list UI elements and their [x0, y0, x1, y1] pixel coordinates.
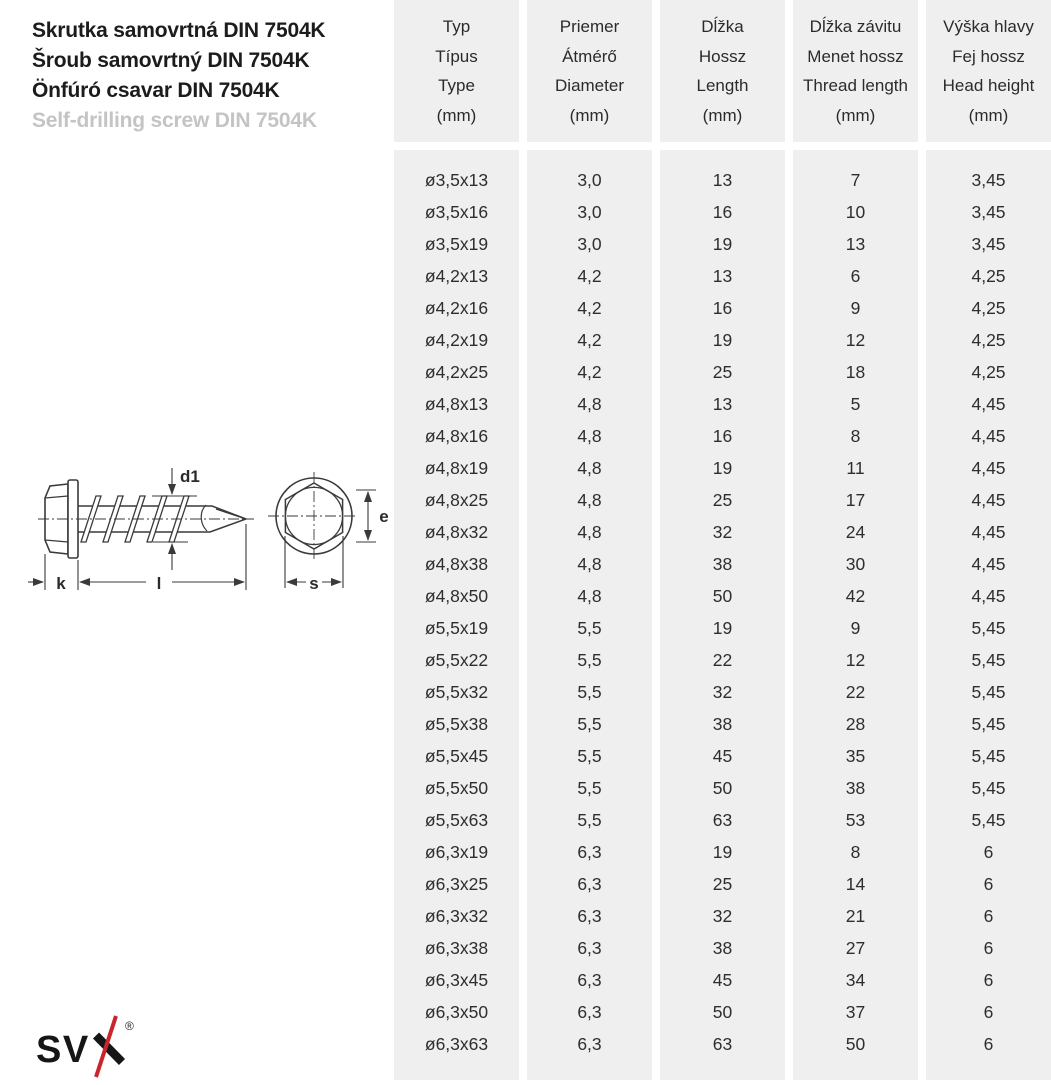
table-cell: 13 — [712, 170, 733, 190]
table-cell: 4,2 — [577, 266, 602, 286]
table-cell: 19 — [712, 458, 733, 478]
table-cell: 12 — [845, 650, 866, 670]
table-cell: 5,45 — [971, 778, 1006, 798]
table-cell: 12 — [845, 330, 866, 350]
table-cell: 19 — [712, 842, 733, 862]
header-line: (mm) — [968, 105, 1009, 125]
table-cell: ø6,3x45 — [424, 970, 489, 990]
table-cell: 6 — [850, 266, 861, 286]
screw-side-view — [38, 480, 254, 558]
table-cell: 4,45 — [971, 490, 1006, 510]
table-cell: 63 — [712, 1034, 733, 1054]
table-cell: 50 — [712, 1002, 733, 1022]
screw-end-view — [268, 472, 358, 560]
table-cell: 38 — [712, 714, 733, 734]
table-cell: 4,25 — [971, 266, 1006, 286]
header-col-type — [394, 0, 519, 142]
table-cell: ø6,3x19 — [424, 842, 489, 862]
table-cell: 19 — [712, 330, 733, 350]
table-cell: 17 — [845, 490, 866, 510]
table-cell: 50 — [712, 586, 733, 606]
table-header — [394, 0, 1051, 142]
table-cell: 13 — [845, 234, 866, 254]
table-cell: 32 — [712, 522, 733, 542]
table-cell: 6,3 — [577, 970, 602, 990]
table-cell: 28 — [845, 714, 866, 734]
table-cell: ø5,5x32 — [424, 682, 489, 702]
table-cell: 6 — [983, 1034, 994, 1054]
svx-logo — [26, 1000, 161, 1085]
screw-technical-drawing — [10, 432, 400, 672]
table-cell: 4,8 — [577, 458, 602, 478]
header-line: Thread length — [803, 76, 908, 95]
table-cell: 27 — [845, 938, 866, 958]
table-cell: ø4,2x19 — [424, 330, 489, 350]
product-title-hu: Önfúró csavar DIN 7504K — [32, 79, 280, 102]
table-cell: 6,3 — [577, 906, 602, 926]
screw-drawing-svg — [10, 432, 400, 667]
table-cell: ø4,2x16 — [424, 298, 489, 318]
body-col-thread-length — [793, 150, 918, 1080]
table-cell: ø4,8x13 — [424, 394, 489, 414]
table-cell: 25 — [712, 490, 733, 510]
table-cell: ø5,5x50 — [424, 778, 489, 798]
table-cell: 5,5 — [577, 714, 602, 734]
header-line: Length — [696, 76, 749, 95]
table-cell: 5,45 — [971, 746, 1006, 766]
table-cell: ø4,8x38 — [424, 554, 489, 574]
table-cell: ø5,5x63 — [424, 810, 489, 830]
table-cell: 35 — [845, 746, 866, 766]
body-col-type — [394, 150, 519, 1080]
table-cell: 5,5 — [577, 618, 602, 638]
svx-logo-svg — [26, 1000, 161, 1080]
table-cell: ø3,5x19 — [424, 234, 489, 254]
header-line: Dĺžka — [701, 17, 744, 36]
table-cell: ø4,8x25 — [424, 490, 489, 510]
table-cell: 4,8 — [577, 554, 602, 574]
label-k: k — [56, 574, 66, 593]
header-line: Dĺžka závitu — [809, 17, 902, 36]
table-cell: 53 — [845, 810, 866, 830]
body-col-length — [660, 150, 785, 1080]
table-cell: 45 — [712, 970, 733, 990]
table-cell: ø4,8x16 — [424, 426, 489, 446]
body-col-diameter — [527, 150, 652, 1080]
header-line: (mm) — [436, 105, 477, 125]
header-line: (mm) — [702, 105, 743, 125]
logo-x-red-stroke — [96, 1016, 116, 1077]
table-cell: 32 — [712, 906, 733, 926]
table-cell: 19 — [712, 618, 733, 638]
header-line: Átmérő — [562, 46, 617, 66]
table-cell: 7 — [850, 170, 861, 190]
header-line: Výška hlavy — [943, 17, 1034, 36]
table-cell: ø4,2x25 — [424, 362, 489, 382]
table-cell: 4,45 — [971, 458, 1006, 478]
table-cell: 5,5 — [577, 650, 602, 670]
header-line: Type — [438, 76, 475, 95]
header-line: Typ — [442, 17, 471, 36]
table-cell: 6,3 — [577, 938, 602, 958]
table-cell: 6 — [983, 842, 994, 862]
table-cell: 5,5 — [577, 810, 602, 830]
table-cell: 3,45 — [971, 170, 1006, 190]
table-cell: 3,0 — [577, 170, 602, 190]
table-cell: ø3,5x16 — [424, 202, 489, 222]
table-cell: 4,45 — [971, 586, 1006, 606]
table-cell: 6 — [983, 906, 994, 926]
logo-text-sv: SV — [36, 1029, 90, 1071]
registered-trademark-icon: ® — [125, 1019, 134, 1033]
label-l: l — [156, 574, 162, 593]
table-cell: 5 — [850, 394, 861, 414]
table-cell: 16 — [712, 202, 733, 222]
product-title-en: Self-drilling screw DIN 7504K — [32, 109, 317, 132]
table-cell: 4,25 — [971, 362, 1006, 382]
table-cell: 25 — [712, 362, 733, 382]
table-cell: 14 — [845, 874, 866, 894]
table-cell: 4,45 — [971, 426, 1006, 446]
table-cell: 38 — [712, 938, 733, 958]
table-cell: 21 — [845, 906, 866, 926]
header-line: Head height — [942, 76, 1035, 95]
header-line: Hossz — [698, 46, 747, 66]
table-cell: 4,45 — [971, 522, 1006, 542]
table-cell: 50 — [712, 778, 733, 798]
table-cell: 6 — [983, 938, 994, 958]
table-cell: 4,45 — [971, 554, 1006, 574]
table-cell: 13 — [712, 394, 733, 414]
table-cell: ø6,3x32 — [424, 906, 489, 926]
table-cell: 5,45 — [971, 714, 1006, 734]
table-cell: 6 — [983, 970, 994, 990]
header-line: Priemer — [559, 17, 620, 36]
table-cell: 32 — [712, 682, 733, 702]
table-cell: 5,45 — [971, 682, 1006, 702]
table-cell: 34 — [845, 970, 866, 990]
table-cell: 11 — [846, 458, 865, 478]
table-cell: 25 — [712, 874, 733, 894]
table-cell: ø6,3x50 — [424, 1002, 489, 1022]
table-cell: 5,5 — [577, 778, 602, 798]
table-cell: 4,8 — [577, 426, 602, 446]
table-cell: ø3,5x13 — [424, 170, 489, 190]
table-cell: 3,0 — [577, 234, 602, 254]
header-line: (mm) — [835, 105, 876, 125]
table-cell: 4,8 — [577, 490, 602, 510]
table-cell: 22 — [712, 650, 733, 670]
table-cell: 6 — [983, 874, 994, 894]
table-cell: 6,3 — [577, 874, 602, 894]
header-col-length — [660, 0, 785, 142]
label-s: s — [309, 574, 319, 593]
table-cell: 5,45 — [971, 810, 1006, 830]
table-cell: ø4,8x19 — [424, 458, 489, 478]
header-line: Fej hossz — [952, 46, 1025, 66]
table-cell: ø5,5x19 — [424, 618, 489, 638]
table-body — [394, 150, 1051, 1080]
dimension-e — [356, 490, 389, 542]
table-cell: 5,45 — [971, 618, 1006, 638]
table-cell: ø6,3x25 — [424, 874, 489, 894]
table-cell: 22 — [845, 682, 866, 702]
table-cell: 19 — [712, 234, 733, 254]
table-cell: 30 — [845, 554, 866, 574]
table-cell: ø5,5x45 — [424, 746, 489, 766]
table-cell: 4,2 — [577, 330, 602, 350]
table-cell: 16 — [712, 426, 733, 446]
header-line: Típus — [435, 46, 478, 66]
table-cell: ø4,8x50 — [424, 586, 489, 606]
table-cell: ø4,2x13 — [424, 266, 489, 286]
table-cell: 16 — [712, 298, 733, 318]
table-cell: 4,25 — [971, 298, 1006, 318]
table-cell: ø6,3x38 — [424, 938, 489, 958]
table-cell: 10 — [845, 202, 866, 222]
table-cell: 42 — [845, 586, 866, 606]
header-col-thread-length — [793, 0, 918, 142]
product-title-sk: Skrutka samovrtná DIN 7504K — [32, 19, 326, 42]
label-d1: d1 — [180, 467, 200, 486]
table-cell: 9 — [850, 298, 861, 318]
title-block — [32, 16, 325, 136]
header-line: (mm) — [569, 105, 610, 125]
table-cell: 3,0 — [577, 202, 602, 222]
table-cell: 9 — [850, 618, 861, 638]
table-cell: 4,2 — [577, 298, 602, 318]
product-title-cz: Šroub samovrtný DIN 7504K — [32, 49, 310, 72]
table-cell: 6,3 — [577, 1002, 602, 1022]
table-cell: 4,25 — [971, 330, 1006, 350]
table-cell: 38 — [712, 554, 733, 574]
table-cell: 24 — [845, 522, 866, 542]
table-cell: 38 — [845, 778, 866, 798]
table-cell: 8 — [850, 426, 861, 446]
table-cell: 3,45 — [971, 202, 1006, 222]
table-cell: 4,8 — [577, 394, 602, 414]
table-cell: 4,45 — [971, 394, 1006, 414]
header-col-head-height — [926, 0, 1051, 142]
table-cell: 3,45 — [971, 234, 1006, 254]
table-cell: ø5,5x22 — [424, 650, 489, 670]
header-line: Menet hossz — [807, 46, 904, 66]
table-cell: 50 — [845, 1034, 866, 1054]
table-cell: 5,5 — [577, 682, 602, 702]
table-cell: 18 — [845, 362, 866, 382]
table-cell: 5,45 — [971, 650, 1006, 670]
table-cell: 45 — [712, 746, 733, 766]
table-cell: 37 — [845, 1002, 866, 1022]
table-cell: ø5,5x38 — [424, 714, 489, 734]
body-col-head-height — [926, 150, 1051, 1080]
header-line: Diameter — [555, 76, 624, 95]
table-cell: 6,3 — [577, 842, 602, 862]
table-cell: 5,5 — [577, 746, 602, 766]
table-cell: ø4,8x32 — [424, 522, 489, 542]
table-cell: 13 — [712, 266, 733, 286]
label-e: e — [379, 507, 389, 526]
table-cell: 6 — [983, 1002, 994, 1022]
spec-table — [394, 0, 1051, 1080]
table-cell: 4,2 — [577, 362, 602, 382]
table-cell: 8 — [850, 842, 861, 862]
table-cell: 4,8 — [577, 586, 602, 606]
table-cell: ø6,3x63 — [424, 1034, 489, 1054]
header-col-diameter — [527, 0, 652, 142]
table-cell: 63 — [712, 810, 733, 830]
table-cell: 4,8 — [577, 522, 602, 542]
table-cell: 6,3 — [577, 1034, 602, 1054]
